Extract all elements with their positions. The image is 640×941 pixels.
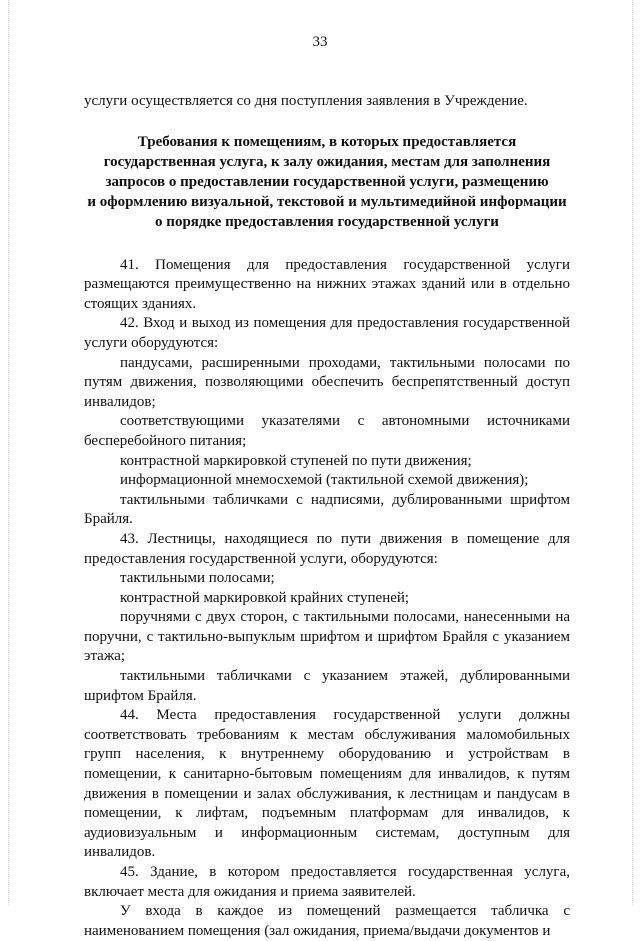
list-item: соответствующими указателями с автономными источниками бесперебойного питания;	[84, 413, 570, 449]
list-item: пандусами, расширенными проходами, тактильными полосами по путям движения, позволяющими обеспечить беспрепятственный доступ инвалидов;	[84, 354, 570, 410]
page-number: 33	[312, 34, 328, 50]
section-heading	[84, 132, 570, 232]
list-item: тактильными табличками с указанием этажей, дублированными шрифтом Брайля.	[84, 668, 570, 704]
list-item: поручнями с двух сторон, с тактильными полосами, нанесенными на поручни, с тактильно-выпуклым шрифтом и шрифтом Брайля с указанием этажа;	[84, 609, 570, 665]
list-item: информационной мнемосхемой (тактильной схемой движения);	[120, 472, 529, 489]
paragraph-42: 42. Вход и выход из помещения для предоставления государственной услуги оборудуются:	[84, 315, 570, 351]
opening-line: услуги осуществляется со дня поступления заявления в Учреждение.	[84, 93, 528, 109]
paragraph-43: 43. Лестницы, находящиеся по пути движения в помещение для предоставления государственной услуги, оборудуются:	[84, 530, 570, 567]
list-item: контрастной маркировкой крайних ступеней;	[120, 589, 410, 606]
heading-line: и оформлению визуальной, текстовой и мультимедийной информации	[87, 193, 567, 210]
paragraph-41: 41. Помещения для предоставления государственной услуги размещаются преимущественно на нижних этажах зданий или в отдельно стоящих зданиях.	[84, 256, 570, 312]
scan-margin-left	[8, 0, 10, 905]
list-item: тактильными полосами;	[120, 570, 275, 587]
heading-line: государственная услуга, к залу ожидания, местам для заполнения	[103, 153, 551, 170]
paragraph-44: 44. Места предоставления государственной услуги должны соответствовать требованиям к местам обслуживания маломобильных групп населения, к внутреннему оборудованию и устройствам в помещении, к санитарно-бытовым помещениям для инвалидов, к путям движения в помещении и залах обслуживания, к лестницам и пандусам в помещении, к лифтам, подъемным платформам для инвалидов, к аудиовизуальным и информационным системам, доступным для инвалидов.	[84, 707, 570, 861]
scan-margin-right	[632, 0, 634, 905]
paragraph-45: 45. Здание, в котором предоставляется государственная услуга, включает места для ожидания и приема заявителей.	[84, 864, 570, 900]
list-item: контрастной маркировкой ступеней по пути движения;	[120, 452, 472, 469]
heading-line: о порядке предоставления государственной услуги	[155, 213, 499, 230]
heading-line: запросов о предоставлении государственной услуги, размещению	[105, 173, 549, 190]
list-item: тактильными табличками с надписями, дублированными шрифтом Брайля.	[84, 491, 570, 528]
heading-line: Требования к помещениям, в которых предоставляется	[137, 133, 517, 150]
document-body	[84, 92, 570, 941]
paragraph-signage: У входа в каждое из помещений размещается табличка с наименованием помещения (зал ожидания, приема/выдачи документов и	[84, 903, 570, 939]
